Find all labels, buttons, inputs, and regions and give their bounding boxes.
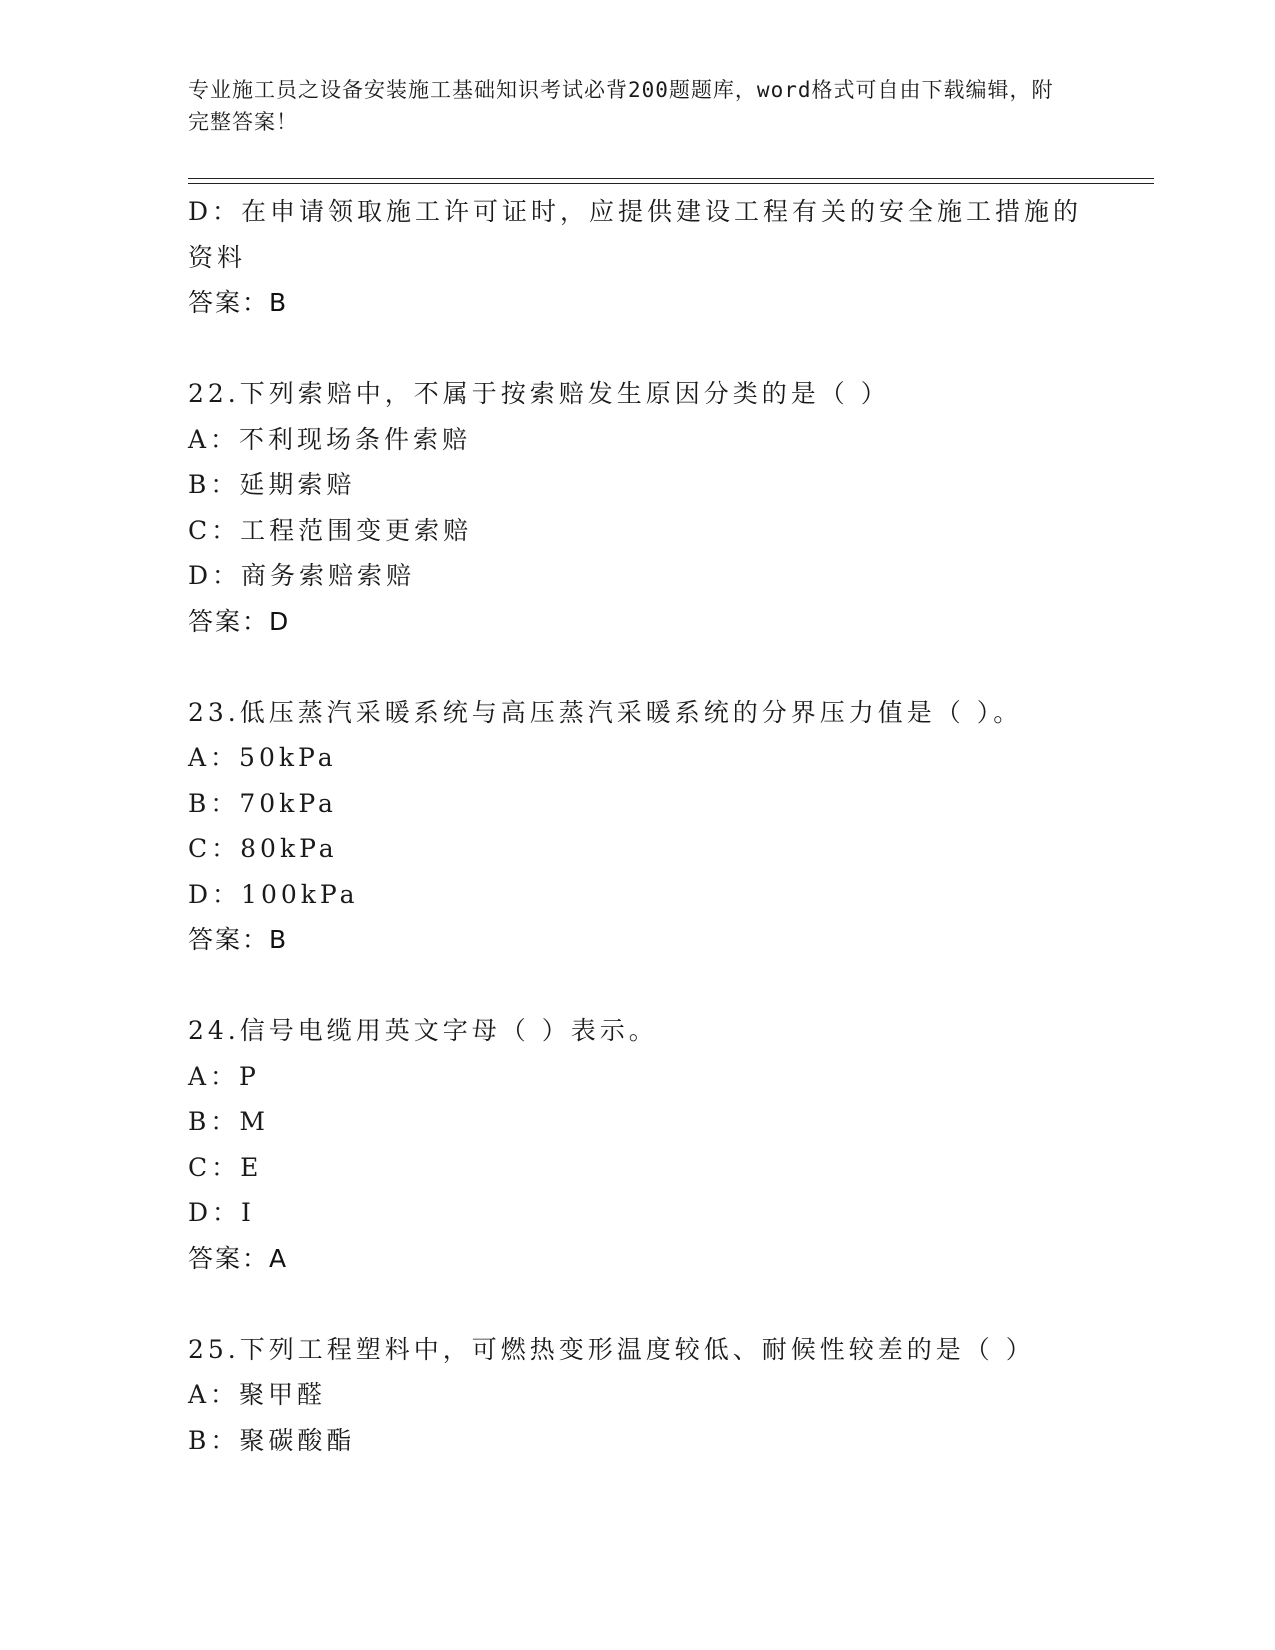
question-content xyxy=(188,189,1088,1463)
q22-option-a: A：不利现场条件索赔 xyxy=(188,424,472,454)
q25-stem: 25.下列工程塑料中，可燃热变形温度较低、耐候性较差的是（ ） xyxy=(188,1334,1035,1364)
q23-answer: 答案：B xyxy=(188,925,289,954)
q22-option-b: B：延期索赔 xyxy=(188,470,356,499)
q22-stem: 22.下列索赔中，不属于按索赔发生原因分类的是（ ） xyxy=(188,379,890,408)
q23-option-d: D：100kPa xyxy=(188,879,359,909)
q24-stem: 24.信号电缆用英文字母（ ）表示。 xyxy=(188,1016,658,1045)
document-header-title: 专业施工员之设备安装施工基础知识考试必背200题题库，word格式可自由下载编辑，附完整答案！ xyxy=(188,78,1054,134)
q24-option-a: A：P xyxy=(188,1061,260,1091)
q23-stem: 23.低压蒸汽采暖系统与高压蒸汽采暖系统的分界压力值是（ ）。 xyxy=(188,697,1023,727)
q23-option-b: B：70kPa xyxy=(188,788,337,818)
spacer xyxy=(188,963,1088,1009)
spacer xyxy=(188,644,1088,690)
spacer xyxy=(188,1281,1088,1327)
header-divider-bottom xyxy=(188,183,1154,184)
q21-option-d-line2: 资料 xyxy=(188,242,247,272)
q22-answer: 答案：D xyxy=(188,606,291,636)
header-divider-top xyxy=(188,178,1154,179)
q25-option-b: B：聚碳酸酯 xyxy=(188,1425,356,1455)
q22-option-c: C：工程范围变更索赔 xyxy=(188,515,473,545)
q21-option-d-line1: D：在申请领取施工许可证时，应提供建设工程有关的安全施工措施的 xyxy=(188,197,1083,226)
spacer xyxy=(188,326,1088,372)
q22-option-d: D：商务索赔索赔 xyxy=(188,561,416,590)
q24-option-c: C：E xyxy=(188,1152,263,1182)
q23-option-a: A：50kPa xyxy=(188,743,337,772)
q24-answer: 答案：A xyxy=(188,1243,289,1273)
q21-answer: 答案：B xyxy=(188,288,289,317)
q25-option-a: A：聚甲醛 xyxy=(188,1380,327,1409)
q24-option-d: D：I xyxy=(188,1198,255,1227)
q24-option-b: B：M xyxy=(188,1107,269,1136)
q23-option-c: C：80kPa xyxy=(188,834,338,863)
